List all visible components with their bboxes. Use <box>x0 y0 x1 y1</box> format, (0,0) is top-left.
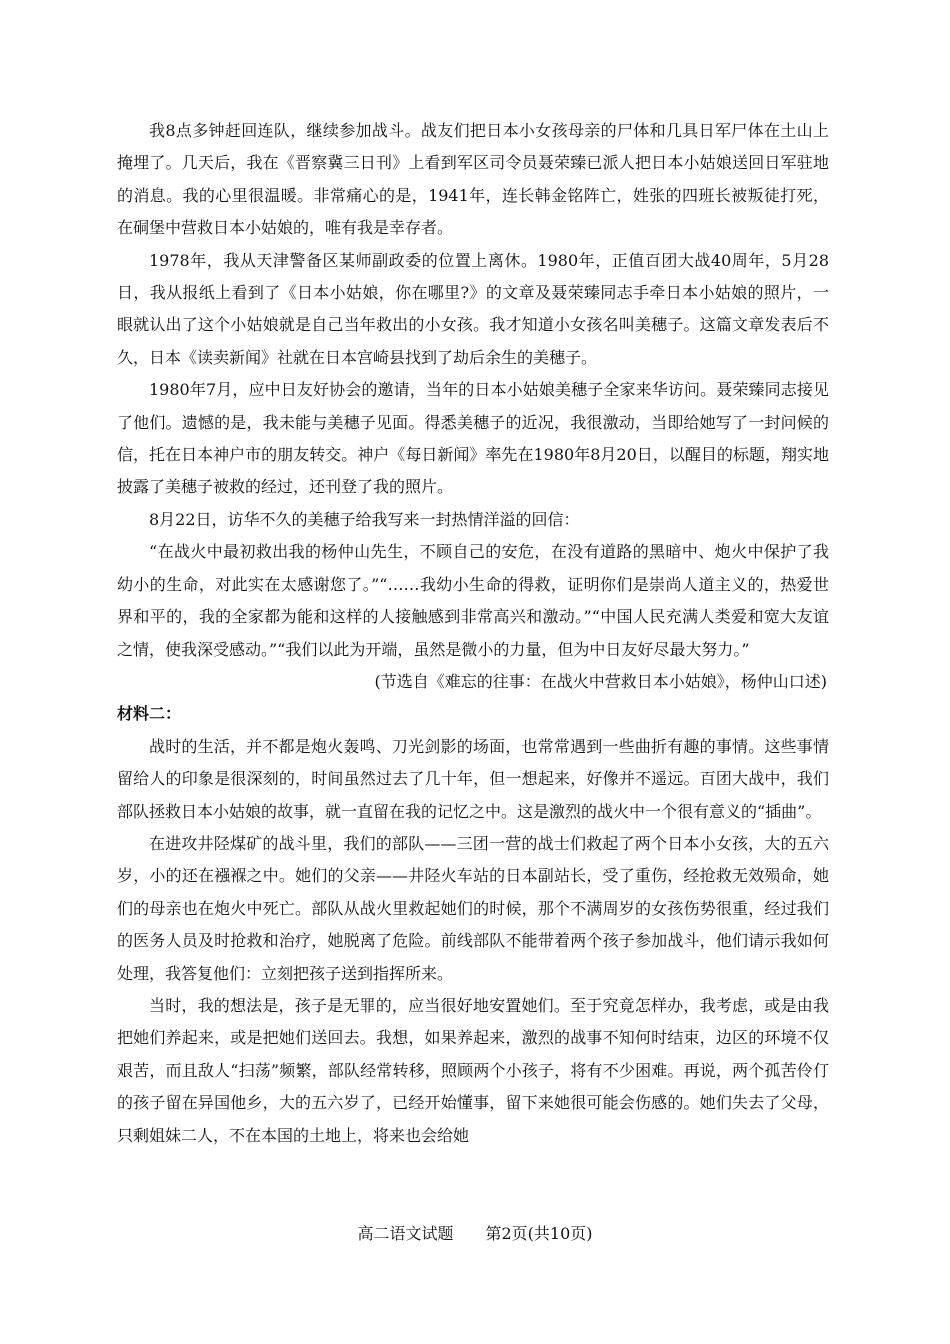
page-footer <box>0 1222 950 1246</box>
section-heading: 材料二： <box>117 704 182 724</box>
letter-quote-paragraph: “在战火中最初救出我的杨仲山先生，不顾自己的安危，在没有道路的黑暗中、炮火中保护了我幼小的生命，对此实在太感谢您了。”“……我幼小生命的得救，证明你们是崇尚人道主义的，热爱世界和平的，我的全家都为能和这样的人接触感到非常高兴和激动。”“中国人民充满人类爱和宽大友谊之情，使我深受感动。”“我们以此为开端，虽然是微小的力量，但为中日友好尽最大努力。” <box>117 542 829 659</box>
source-attribution: (节选自《难忘的往事：在战火中营救日本小姑娘》，杨仲山口述) <box>374 671 827 691</box>
paragraph: 8月22日，访华不久的美穗子给我写来一封热情洋溢的回信： <box>149 509 580 529</box>
paragraph: 1978年，我从天津警备区某师副政委的位置上离休。1980年，正值百团大战40周年，5月28日，我从报纸上看到了《日本小姑娘，你在哪里?》的文章及聂荣臻同志手牵日本小姑娘的照片，一眼就认出了这个小姑娘就是自己当年救出的小女孩。我才知道小女孩名叫美穗子。这篇文章发表后不久，日本《读卖新闻》社就在日本宫崎县找到了劫后余生的美穗子。 <box>117 250 829 367</box>
paragraph: 在进攻井陉煤矿的战斗里，我们的部队——三团一营的战士们救起了两个日本小女孩，大的五六岁，小的还在襁褓之中。她们的父亲——井陉火车站的日本副站长，受了重伤，经抢救无效殒命，她们的母亲也在炮火中死亡。部队从战火里救起她们的时候，那个不满周岁的女孩伤势很重，经过我们的医务人员及时抢救和治疗，她脱离了危险。前线部队不能带着两个孩子参加战斗，他们请示我如何处理，我答复他们：立刻把孩子送到指挥所来。 <box>117 833 829 983</box>
material-one-excerpt <box>117 115 829 698</box>
paragraph: 战时的生活，并不都是炮火轰鸣、刀光剑影的场面，也常常遇到一些曲折有趣的事情。这些事情留给人的印象是很深刻的，时间虽然过去了几十年，但一想起来，好像并不遥远。百团大战中，我们部队拯救日本小姑娘的故事，就一直留在我的记忆之中。这是激烈的战火中一个很有意义的“插曲”。 <box>117 736 829 821</box>
page-number: 第2页(共10页) <box>485 1224 593 1243</box>
paragraph: 当时，我的想法是，孩子是无罪的，应当很好地安置她们。至于究竟怎样办，我考虑，或是由我把她们养起来，或是把她们送回去。我想，如果养起来，激烈的战事不知何时结束，边区的环境不仅艰苦，而且敌人“扫荡”频繁，部队经常转移，照顾两个小孩子，将有不少困难。再说，两个孤苦伶仃的孩子留在异国他乡，大的五六岁了，已经开始懂事，留下来她很可能会伤感的。她们失去了父母，只剩姐妹二人，不在本国的土地上，将来也会给她 <box>117 995 829 1145</box>
exam-title: 高二语文试题 <box>357 1224 454 1243</box>
paragraph: 我8点多钟赶回连队，继续参加战斗。战友们把日本小女孩母亲的尸体和几具日军尸体在土山上掩埋了。几天后，我在《晋察冀三日刊》上看到军区司令员聂荣臻已派人把日本小姑娘送回日军驻地的消息。我的心里很温暖。非常痛心的是，1941年，连长韩金铭阵亡，姓张的四班长被叛徒打死，在硐堡中营救日本小姑娘的，唯有我是幸存者。 <box>117 121 829 238</box>
paragraph: 1980年7月，应中日友好协会的邀请，当年的日本小姑娘美穗子全家来华访问。聂荣臻同志接见了他们。遗憾的是，我未能与美穗子见面。得悉美穗子的近况，我很激动，当即给她写了一封问候的信，托在日本神户市的朋友转交。神户《每日新闻》率先在1980年8月20日，以醒目的标题，翔实地披露了美穗子被救的经过，还刊登了我的照片。 <box>117 380 829 497</box>
material-two-section <box>117 698 829 1152</box>
document-page <box>117 115 829 1152</box>
